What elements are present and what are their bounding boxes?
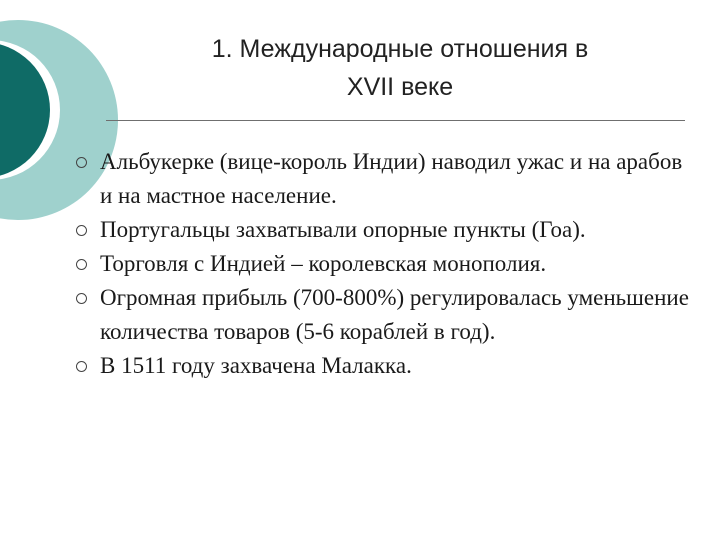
bullet-circle-icon [76, 361, 87, 372]
bullet-item [72, 213, 692, 247]
slide-title [110, 30, 690, 106]
title-line-1: 1. Международные отношения в [211, 35, 589, 63]
bullet-text: В 1511 году захвачена Малакка. [100, 353, 412, 378]
bullet-text: Альбукерке (вице-король Индии) наводил ужас и на арабов и на мастное население. [100, 149, 683, 208]
bullet-circle-icon [76, 259, 87, 270]
bullet-text: Португальцы захватывали опорные пункты (Гоа). [100, 217, 586, 242]
bullet-text: Торговля с Индией – королевская монополия. [100, 251, 547, 276]
bullet-item [72, 247, 692, 281]
bullet-circle-icon [76, 157, 87, 168]
bullet-text: Огромная прибыль (700-800%) регулировалась уменьшение количества товаров (5-6 кораблей в год). [100, 285, 689, 344]
title-divider [106, 120, 685, 121]
bullet-item [72, 281, 692, 349]
bullet-item [72, 145, 692, 213]
bullet-list [72, 145, 692, 383]
title-line-2: XVII веке [346, 73, 454, 101]
bullet-circle-icon [76, 293, 87, 304]
bullet-item [72, 349, 692, 383]
bullet-circle-icon [76, 225, 87, 236]
